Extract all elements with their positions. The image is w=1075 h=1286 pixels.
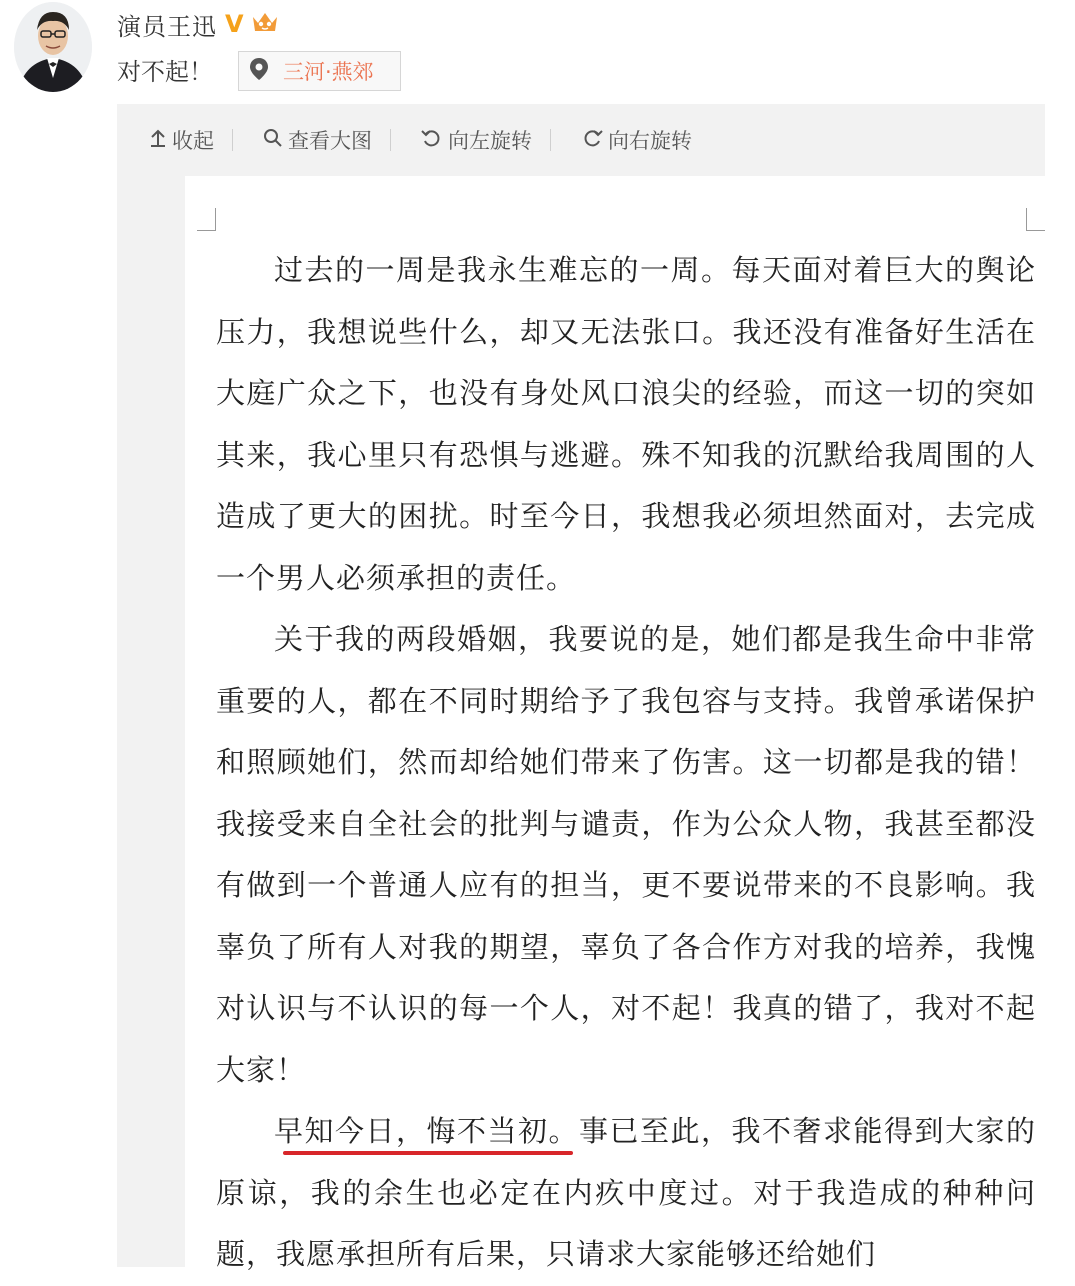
post-text: 对不起！ [117, 58, 213, 86]
location-label: 三河·燕郊 [283, 60, 374, 84]
image-viewer [117, 104, 1045, 1271]
rotate-right-icon [581, 128, 603, 153]
red-underline-annotation [283, 1151, 573, 1155]
view-large-button[interactable] [233, 125, 372, 155]
collapse-button[interactable] [117, 125, 214, 155]
collapse-label: 收起 [172, 129, 214, 153]
verified-badge-icon: V [225, 10, 244, 38]
avatar[interactable] [14, 2, 92, 92]
rotate-left-label: 向左旋转 [448, 129, 532, 153]
letter-paragraph-2: 关于我的两段婚姻，我要说的是，她们都是我生命中非常重要的人，都在不同时期给予了我包容与支持。我曾承诺保护和照顾她们，然而却给她们带来了伤害。这一切都是我的错！我接受来自全社会的批判与谴责，作为公众人物，我甚至都没有做到一个普通人应有的担当，更不要说带来的不良影响。我辜负了所有人对我的期望，辜负了各合作方对我的培养，我愧对认识与不认识的每一个人，对不起！我真的错了，我对不起大家！ [216, 622, 1036, 1087]
member-crown-icon [250, 9, 280, 39]
rotate-right-button[interactable] [551, 125, 692, 155]
rotate-left-icon [421, 128, 443, 153]
letter-paragraph-3-rest: 事已至此，我不奢求能得到大家的原谅，我的余生也必定在内疚中度过。对于我造成的种种问题，我愿承担所有后果，只请求大家能够还给她们 [216, 1114, 1036, 1271]
rotate-left-button[interactable] [391, 125, 532, 155]
highlighted-phrase: 早知今日，悔不当初。 [274, 1114, 579, 1148]
page-corner-mark [197, 208, 216, 231]
view-large-label: 查看大图 [288, 129, 372, 153]
magnifier-icon [263, 128, 283, 153]
page-corner-mark [1026, 208, 1045, 231]
author-header [117, 6, 280, 42]
arrow-up-icon [149, 128, 167, 153]
letter-paragraph-1: 过去的一周是我永生难忘的一周。每天面对着巨大的舆论压力，我想说些什么，却又无法张口。我还没有准备好生活在大庭广众之下，也没有身处风口浪尖的经验，而这一切的突如其来，我心里只有恐惧与逃避。殊不知我的沉默给我周围的人造成了更大的困扰。时至今日，我想我必须坦然面对，去完成一个男人必须承担的责任。 [216, 253, 1036, 595]
letter-paragraph-3 [216, 1101, 1036, 1286]
image-toolbar [117, 104, 1045, 176]
letter-body [216, 240, 1036, 1286]
location-pin-icon [249, 57, 269, 85]
rotate-right-label: 向右旋转 [608, 129, 692, 153]
location-tag[interactable] [238, 51, 401, 91]
author-name[interactable]: 演员王迅 [117, 12, 217, 41]
letter-image[interactable] [185, 176, 1045, 1271]
